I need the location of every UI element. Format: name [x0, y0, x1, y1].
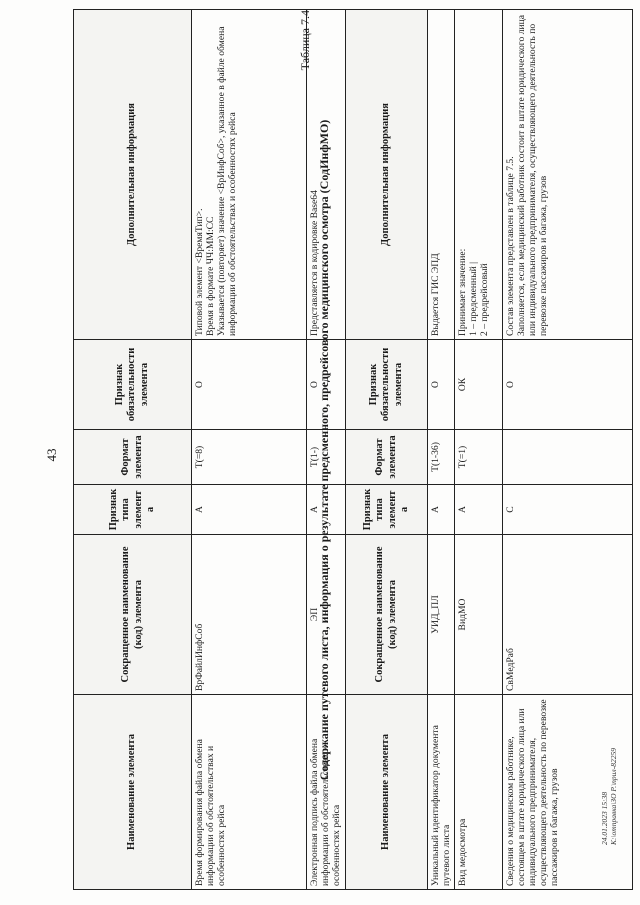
cell-type: А [455, 485, 503, 535]
cell-required: О [192, 340, 307, 430]
cell-type: С [503, 485, 633, 535]
header-required: Признак обязательности элемента [74, 340, 192, 430]
header-type: Признак типа элемента [74, 485, 192, 535]
footer-timestamp: 24.01.2023 15:38 [600, 791, 609, 845]
cell-format: T(1-36) [428, 430, 455, 485]
table-header-row [346, 10, 428, 890]
cell-name: Электронная подпись файла обмена информации об обстоятельствах и особенностях рейса [307, 695, 379, 890]
cell-info: Состав элемента представлен в таблице 7.5. Заполняется, если медицинский работник состоит в штате юридического лица или индивидуального предпринимателя, осуществляющего деятельность по перевозке пассажиров и багажа, грузов [503, 10, 633, 340]
cell-info: Типовой элемент <ВремяТип>. Время в формате ЧЧ:ММ:СС Указывается (повторяет) значение <ВрИнфСоб>, указанное в файле обмена информации об обстоятельствах и особенностях рейса [192, 10, 307, 340]
cell-code: ВидМО [455, 535, 503, 695]
table-row [192, 10, 307, 890]
cell-name: Время формирования файла обмена информации об обстоятельствах и особенностях рейса [192, 695, 307, 890]
cell-name: Уникальный идентификатор документа путевого листа [428, 695, 455, 890]
cell-code: СвМедРаб [503, 535, 633, 695]
header-info: Дополнительная информация [346, 10, 428, 340]
footer-path: К:\отправка\ЗО Р.\прил-82259 [609, 748, 618, 845]
cell-code: ЭП [307, 535, 379, 695]
cell-code: ВрФайлИнфСоб [192, 535, 307, 695]
cell-info: Принимает значение: 1 – предсменный | 2 – предрейсовый [455, 10, 503, 340]
cell-code: УИД_ПЛ [428, 535, 455, 695]
header-code: Сокращенное наименование (код) элемента [346, 535, 428, 695]
cell-format: T(=1) [455, 430, 503, 485]
table-row [455, 10, 503, 890]
cell-name: Вид медосмотра [455, 695, 503, 890]
cell-required: О [428, 340, 455, 430]
header-format: Формат элемента [74, 430, 192, 485]
cell-info: Представляется в кодировке Base64 [307, 10, 379, 340]
header-code: Сокращенное наименование (код) элемента [74, 535, 192, 695]
cell-format [503, 430, 633, 485]
table-row [428, 10, 455, 890]
cell-name: Сведения о медицинском работнике, состоящем в штате юридического лица или индивидуального предпринимателя, осуществляющего деятельность по перевозке пассажиров и багажа, грузов [503, 695, 633, 890]
cell-type: А [428, 485, 455, 535]
table-sodinfmo [345, 9, 633, 890]
cell-required: О [307, 340, 379, 430]
cell-type: А [307, 485, 379, 535]
cell-format: T(1-) [307, 430, 379, 485]
header-name: Наименование элемента [74, 695, 192, 890]
table-header-row [74, 10, 192, 890]
header-required: Признак обязательности элемента [346, 340, 428, 430]
cell-info: Выдается ГИС ЭПД [428, 10, 455, 340]
header-format: Формат элемента [346, 430, 428, 485]
table-title: Содержание путевого листа, информация о результате предсменного, предрейсового медицинского осмотра (СодИнфМО) [317, 119, 331, 781]
header-info: Дополнительная информация [74, 10, 192, 340]
cell-required: ОК [455, 340, 503, 430]
table-continuation [73, 9, 379, 890]
header-type: Признак типа элемента [346, 485, 428, 535]
page-number: 43 [44, 448, 59, 462]
cell-type: А [192, 485, 307, 535]
header-name: Наименование элемента [346, 695, 428, 890]
cell-format: T(=8) [192, 430, 307, 485]
table-label: Таблица 7.4 [298, 10, 312, 71]
footer-stamp [600, 605, 618, 845]
cell-required: О [503, 340, 633, 430]
